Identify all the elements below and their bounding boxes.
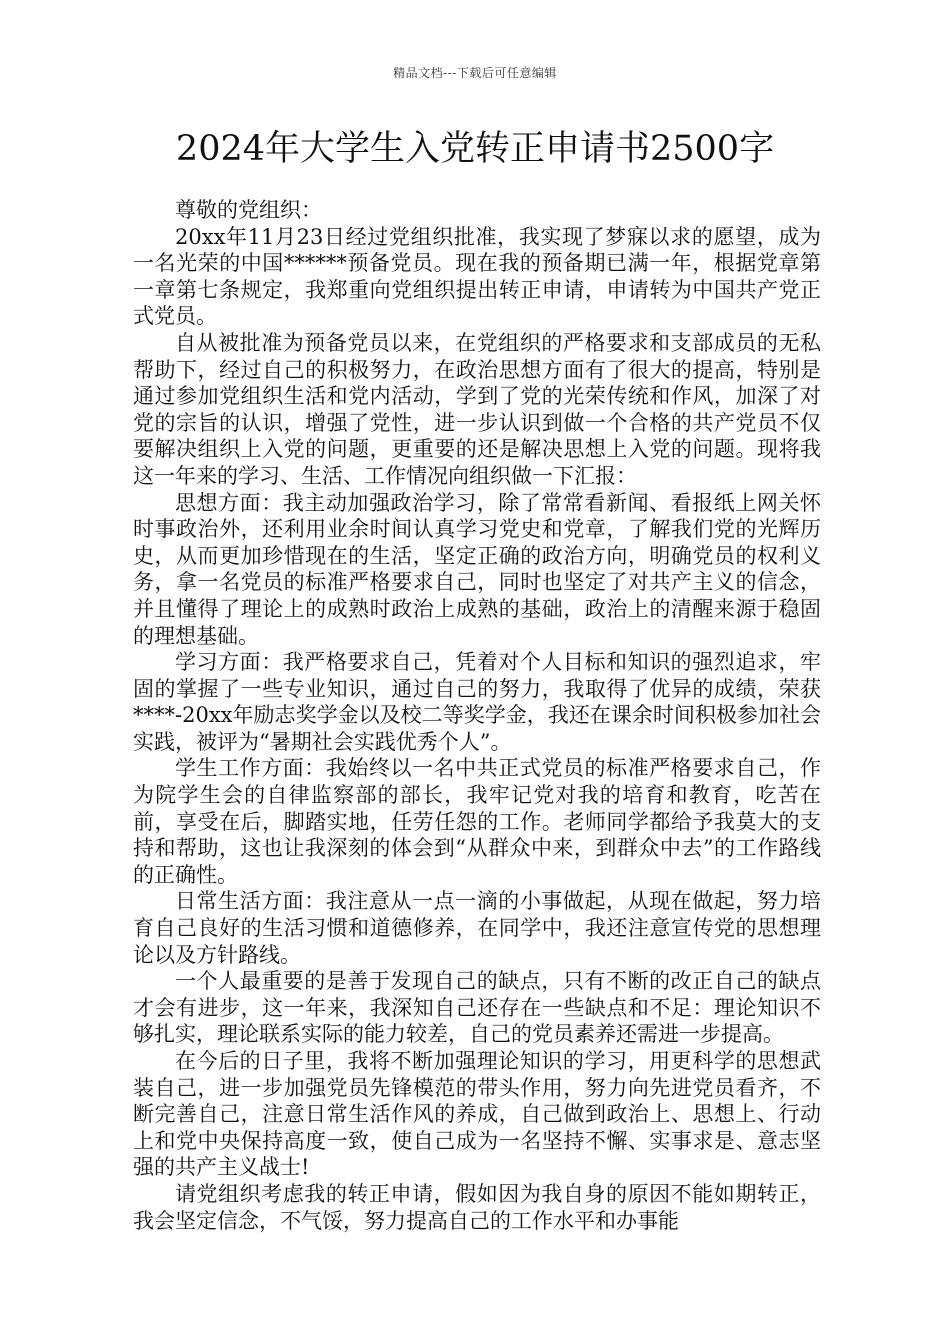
salutation: 尊敬的党组织：: [175, 198, 322, 222]
paragraph: 学习方面：我严格要求自己，凭着对个人目标和知识的强烈追求，牢固的掌握了一些专业知识，通过自己的努力，我取得了优异的成绩，荣获****-20xx年励志奖学金以及校二等奖学金，我还在课余时间积极参加社会实践，被评为“暑期社会实践优秀个人”。: [133, 650, 821, 754]
paragraph: 在今后的日子里，我将不断加强理论知识的学习，用更科学的思想武装自己，进一步加强党员先锋模范的带头作用，努力向先进党员看齐，不断完善自己，注意日常生活作风的养成，自己做到政治上、思想上、行动上和党中央保持高度一致，使自己成为一名坚持不懈、实事求是、意志坚强的共产主义战士!: [133, 1049, 821, 1180]
paragraph: 学生工作方面：我始终以一名中共正式党员的标准严格要求自己，作为院学生会的自律监察部的部长，我牢记党对我的培育和教育，吃苦在前，享受在后，脚踏实地，任劳任怨的工作。老师同学都给予我莫大的支持和帮助，这也让我深刻的体会到“从群众中来，到群众中去”的工作路线的正确性。: [133, 756, 821, 887]
paragraph: 20xx年11月23日经过党组织批准，我实现了梦寐以求的愿望，成为一名光荣的中国******预备党员。现在我的预备期已满一年，根据党章第一章第七条规定，我郑重向党组织提出转正申请，申请转为中国共产党正式党员。: [133, 224, 821, 329]
paragraph: 思想方面：我主动加强政治学习，除了常常看新闻、看报纸上网关怀时事政治外，还利用业余时间认真学习党史和党章，了解我们党的光辉历史，从而更加珍惜现在的生活，坚定正确的政治方向，明确党员的权利义务，拿一名党员的标准严格要求自己，同时也坚定了对共产主义的信念，并且懂得了理论上的成熟时政治上成熟的基础，政治上的清醒来源于稳固的理想基础。: [133, 490, 821, 648]
header-note: 精品文档---下载后可任意编辑: [393, 66, 557, 80]
paragraph: 自从被批准为预备党员以来，在党组织的严格要求和支部成员的无私帮助下，经过自己的积极努力，在政治思想方面有了很大的提高，特别是通过参加党组织生活和党内活动，学到了党的光荣传统和作风，加深了对党的宗旨的认识，增强了党性，进一步认识到做一个合格的共产党员不仅要解决组织上入党的问题，更重要的还是解决思想上入党的问题。现将我这一年来的学习、生活、工作情况向组织做一下汇报：: [133, 330, 821, 488]
document-title: 2024年大学生入党转正申请书2500字: [175, 129, 775, 169]
paragraph: 日常生活方面：我注意从一点一滴的小事做起，从现在做起，努力培育自己良好的生活习惯和道德修养，在同学中，我还注意宣传党的思想理论以及方针路线。: [133, 889, 821, 967]
paragraph: 一个人最重要的是善于发现自己的缺点，只有不断的改正自己的缺点才会有进步，这一年来，我深知自己还存在一些缺点和不足：理论知识不够扎实，理论联系实际的能力较差，自己的党员素养还需进一步提高。: [133, 969, 821, 1047]
document-body: [133, 197, 821, 1234]
paragraph: 请党组织考虑我的转正申请，假如因为我自身的原因不能如期转正，我会坚定信念，不气馁，努力提高自己的工作水平和办事能: [133, 1181, 821, 1233]
